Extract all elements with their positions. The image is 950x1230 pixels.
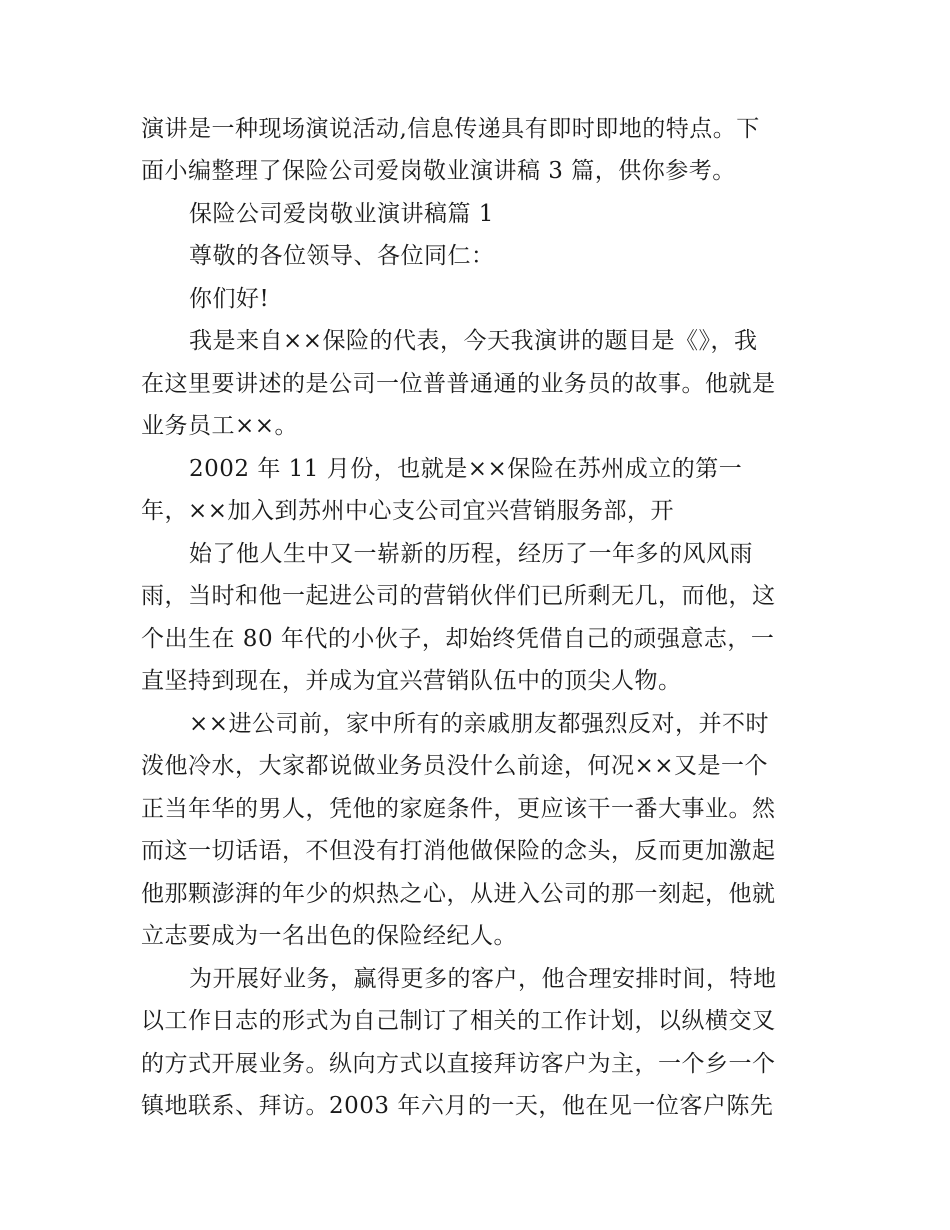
text-line: 而这一切话语，不但没有打消他做保险的念头，反而更加激起 bbox=[141, 838, 776, 864]
text-line: 个出生在 80 年代的小伙子，却始终凭借自己的顽强意志，一 bbox=[141, 626, 775, 652]
text-line: 他那颗澎湃的年少的炽热之心，从进入公司的那一刻起，他就 bbox=[141, 881, 776, 907]
text-line: 直坚持到现在，并成为宜兴营销队伍中的顶尖人物。 bbox=[141, 668, 682, 694]
text-line: 在这里要讲述的是公司一位普普通通的业务员的故事。他就是 bbox=[141, 371, 776, 397]
text-line: 始了他人生中又一崭新的历程，经历了一年多的风风雨 bbox=[189, 541, 753, 567]
text-line: 我是来自××保险的代表，今天我演讲的题目是《》，我 bbox=[189, 328, 758, 354]
salutation: 尊敬的各位领导、各位同仁： bbox=[189, 243, 495, 269]
text-line: 以工作日志的形式为自己制订了相关的工作计划，以纵横交叉 bbox=[141, 1008, 776, 1034]
text-line: ××进公司前，家中所有的亲戚朋友都强烈反对，并不时 bbox=[189, 711, 770, 737]
greeting: 你们好! bbox=[189, 286, 270, 312]
text-line: 为开展好业务，赢得更多的客户，他合理安排时间，特地 bbox=[189, 966, 777, 992]
text-line: 面小编整理了保险公司爱岗敬业演讲稿 3 篇，供你参考。 bbox=[141, 158, 736, 184]
text-line: 的方式开展业务。纵向方式以直接拜访客户为主，一个乡一个 bbox=[141, 1051, 776, 1077]
text-line: 演讲是一种现场演说活动,信息传递具有即时即地的特点。下 bbox=[141, 116, 760, 142]
text-line: 泼他冷水，大家都说做业务员没什么前途，何况××又是一个 bbox=[141, 753, 769, 779]
text-line: 业务员工××。 bbox=[141, 413, 299, 439]
text-line: 镇地联系、拜访。2003 年六月的一天，他在见一位客户陈先 bbox=[141, 1093, 774, 1119]
text-line: 2002 年 11 月份，也就是××保险在苏州成立的第一 bbox=[189, 456, 743, 482]
section-title: 保险公司爱岗敬业演讲稿篇 1 bbox=[189, 201, 494, 227]
text-line: 年，××加入到苏州中心支公司宜兴营销服务部，开 bbox=[141, 498, 675, 524]
text-line: 雨，当时和他一起进公司的营销伙伴们已所剩无几，而他，这 bbox=[141, 583, 776, 609]
text-line: 正当年华的男人，凭他的家庭条件，更应该干一番大事业。然 bbox=[141, 796, 776, 822]
text-line: 立志要成为一名出色的保险经纪人。 bbox=[141, 923, 517, 949]
